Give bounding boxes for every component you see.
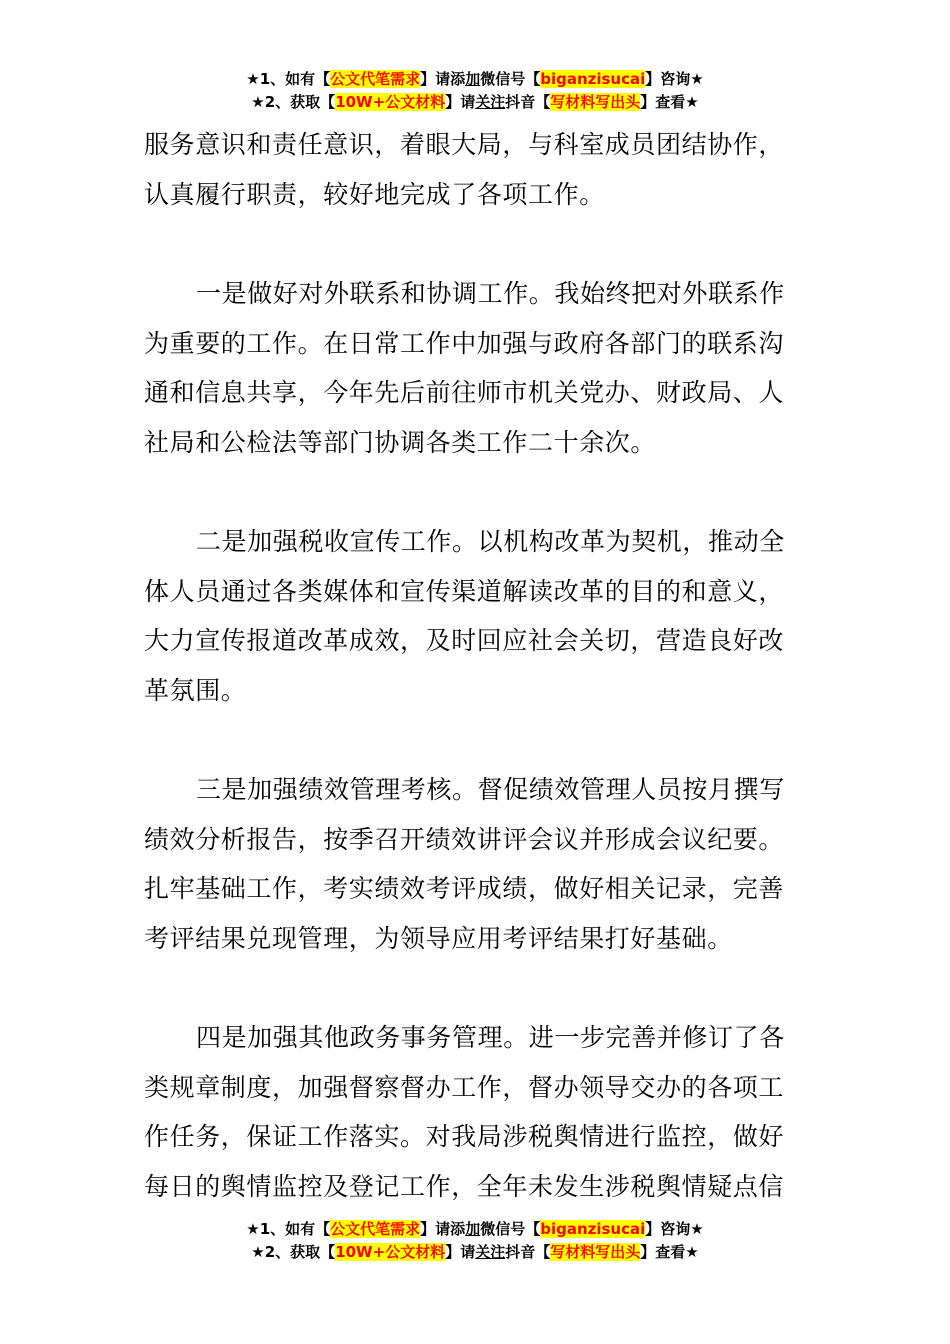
highlight-wechat-id: biganzisucai (540, 70, 646, 88)
header-banner (0, 68, 950, 114)
highlight-douyin: 写材料写出头 (550, 1243, 641, 1261)
paragraph: 二是加强税收宣传工作。以机构改革为契机，推动全体人员通过各类媒体和宣传渠道解读改革的目的和意义，大力宣传报道改革成效，及时回应社会关切，营造良好改革氛围。 (144, 527, 785, 705)
highlight-douyin: 写材料写出头 (550, 93, 641, 111)
banner-line-2 (0, 1241, 950, 1264)
document-body (144, 120, 808, 1211)
banner-line-2 (0, 91, 950, 114)
banner-text: 抖音【 (505, 1243, 551, 1261)
banner-text: 抖音【 (505, 93, 551, 111)
banner-text: 】请添 (420, 70, 466, 88)
banner-text: 加 (465, 1220, 481, 1238)
banner-text: 2、获取【 (264, 1243, 336, 1261)
banner-text: 加 (465, 70, 481, 88)
paragraph: 一是做好对外联系和协调工作。我始终把对外联系作为重要的工作。在日常工作中加强与政府各部门的联系沟通和信息共享，今年先后前往师市机关党办、财政局、人社局和公检法等部门协调各类工作二十余次。 (144, 279, 785, 457)
star-icon: ★ (251, 1243, 265, 1261)
highlight-materials: 10W+公文材料 (335, 1243, 446, 1261)
banner-text: 】查看★ (640, 1243, 699, 1261)
paragraph: 三是加强绩效管理考核。督促绩效管理人员按月撰写绩效分析报告，按季召开绩效讲评会议并形成会议纪要。扎牢基础工作，考实绩效考评成绩，做好相关记录，完善考评结果兑现管理，为领导应用考评结果打好基础。 (144, 775, 785, 953)
highlight-service: 公文代笔需求 (330, 1220, 421, 1238)
banner-text: 2、获取【 (264, 93, 336, 111)
banner-text: 】请 (445, 93, 476, 111)
banner-text: 】咨询★ (645, 1220, 704, 1238)
banner-text: 微信号【 (480, 1220, 541, 1238)
banner-text: 关注 (475, 1243, 506, 1261)
banner-line-1 (0, 1218, 950, 1241)
highlight-service: 公文代笔需求 (330, 70, 421, 88)
highlight-materials: 10W+公文材料 (335, 93, 446, 111)
banner-text: 微信号【 (480, 70, 541, 88)
banner-text: 】咨询★ (645, 70, 704, 88)
banner-text: 】请添 (420, 1220, 466, 1238)
footer-banner (0, 1218, 950, 1264)
paragraph: 四是加强其他政务事务管理。进一步完善并修订了各类规章制度，加强督察督办工作，督办领导交办的各项工作任务，保证工作落实。对我局涉税舆情进行监控，做好每日的舆情监控及登记工作，全年未发生涉税舆情疑点信 (144, 1023, 785, 1201)
star-icon: ★ (246, 70, 260, 88)
banner-line-1 (0, 68, 950, 91)
star-icon: ★ (246, 1220, 260, 1238)
banner-text: 】查看★ (640, 93, 699, 111)
highlight-wechat-id: biganzisucai (540, 1220, 646, 1238)
banner-text: 关注 (475, 93, 506, 111)
banner-text: 1、如有【 (259, 70, 331, 88)
banner-text: 】请 (445, 1243, 476, 1261)
paragraph: 服务意识和责任意识，着眼大局，与科室成员团结协作，认真履行职责，较好地完成了各项工作。 (144, 130, 785, 209)
star-icon: ★ (251, 93, 265, 111)
banner-text: 1、如有【 (259, 1220, 331, 1238)
